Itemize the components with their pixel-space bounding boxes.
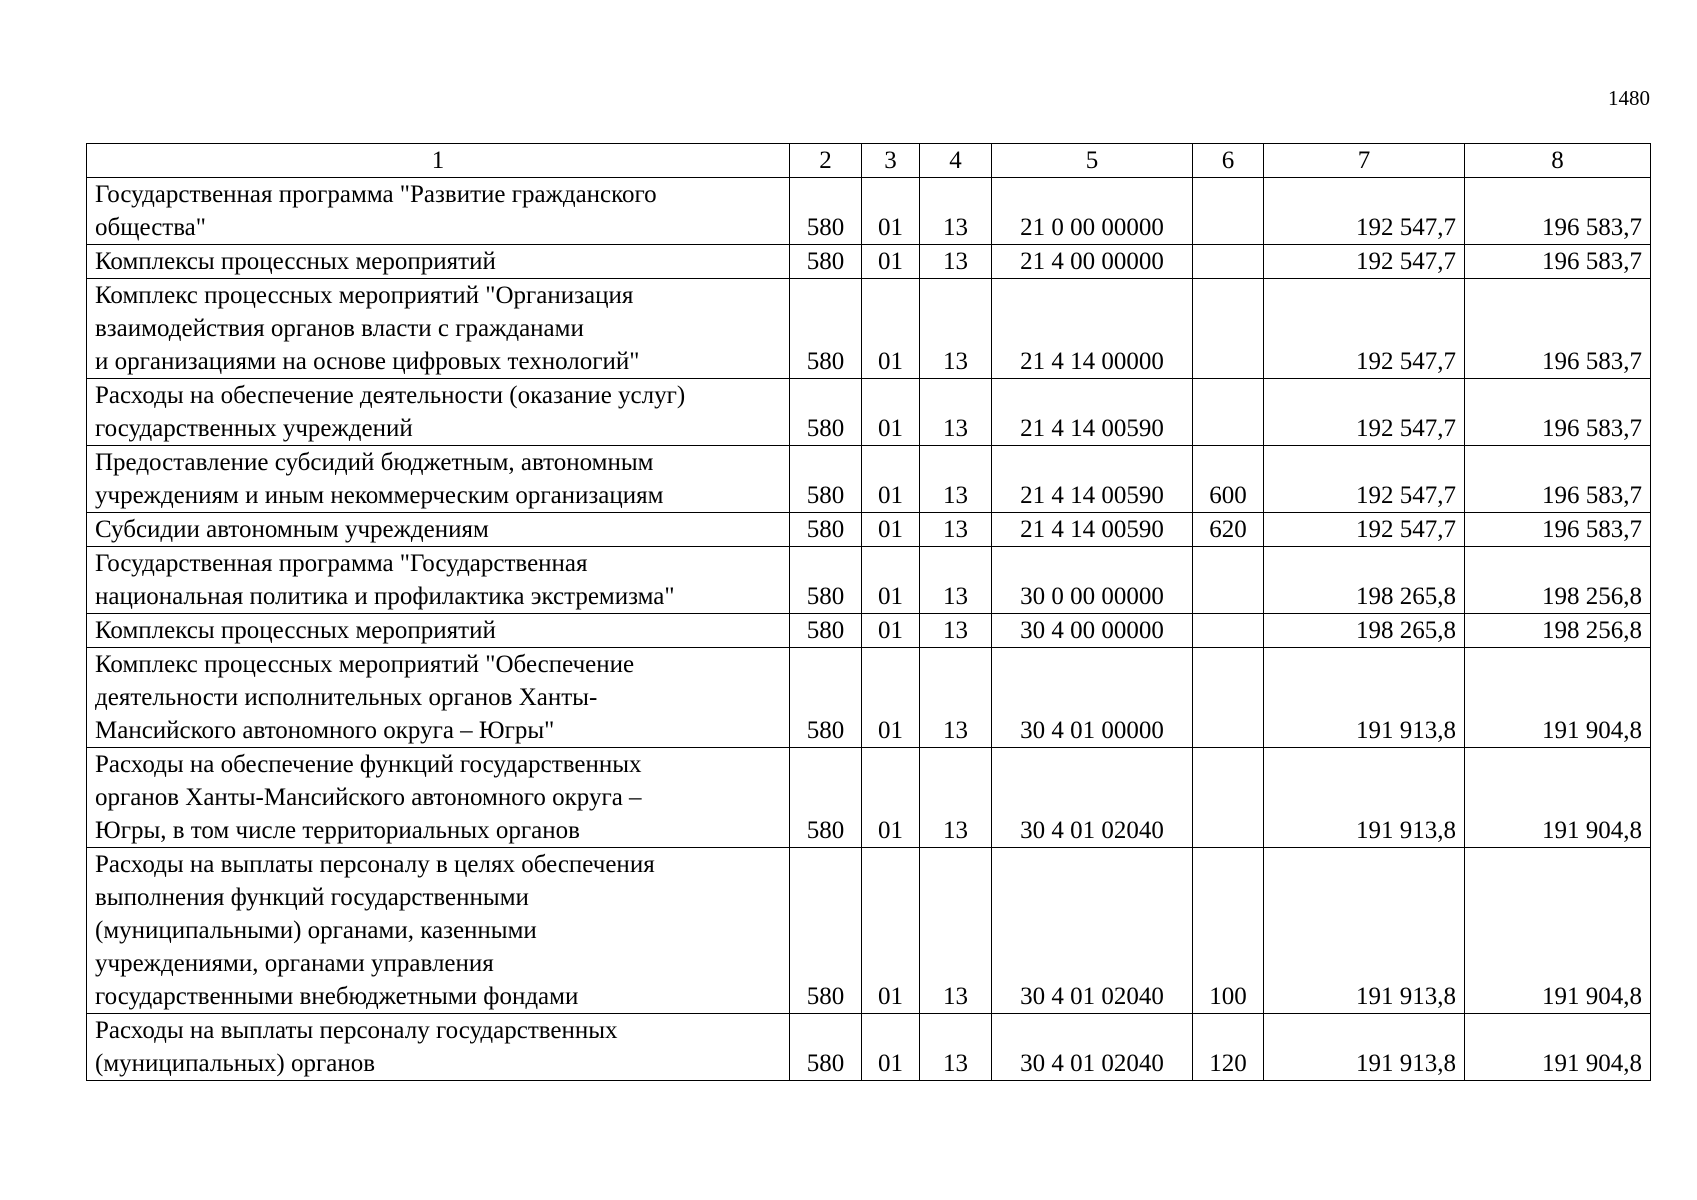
row-name-line: государственных учреждений bbox=[95, 415, 413, 442]
subsection-code-cell: 13 bbox=[920, 446, 992, 513]
section-code-cell: 01 bbox=[862, 513, 920, 547]
table-row bbox=[87, 1014, 1651, 1081]
table-row bbox=[87, 446, 1651, 513]
section-code-cell: 01 bbox=[862, 1014, 920, 1081]
column-header: 6 bbox=[1193, 144, 1264, 178]
table-body bbox=[87, 178, 1651, 1081]
section-code-cell: 01 bbox=[862, 547, 920, 614]
row-name-line: Государственная программа "Развитие гражданского bbox=[95, 181, 657, 208]
amount-year1-cell: 191 913,8 bbox=[1264, 1014, 1465, 1081]
row-name-line: органов Ханты-Мансийского автономного округа – bbox=[95, 784, 642, 811]
column-header: 2 bbox=[790, 144, 862, 178]
subsection-code-cell: 13 bbox=[920, 547, 992, 614]
section-code-cell: 01 bbox=[862, 648, 920, 748]
subsection-code-cell: 13 bbox=[920, 1014, 992, 1081]
row-name-line: Расходы на выплаты персоналу в целях обеспечения bbox=[95, 851, 655, 878]
admin-code-cell: 580 bbox=[790, 513, 862, 547]
row-name-cell bbox=[87, 178, 790, 245]
row-name-cell bbox=[87, 446, 790, 513]
expense-type-cell: 620 bbox=[1193, 513, 1264, 547]
table-row bbox=[87, 614, 1651, 648]
row-name-line: национальная политика и профилактика экстремизма" bbox=[95, 583, 675, 610]
amount-year2-cell: 196 583,7 bbox=[1465, 178, 1651, 245]
target-article-cell: 21 4 14 00590 bbox=[992, 446, 1193, 513]
admin-code-cell: 580 bbox=[790, 245, 862, 279]
amount-year1-cell: 192 547,7 bbox=[1264, 245, 1465, 279]
amount-year2-cell: 191 904,8 bbox=[1465, 848, 1651, 1014]
amount-year2-cell: 198 256,8 bbox=[1465, 547, 1651, 614]
admin-code-cell: 580 bbox=[790, 648, 862, 748]
target-article-cell: 30 4 00 00000 bbox=[992, 614, 1193, 648]
table-row bbox=[87, 245, 1651, 279]
row-name-line: деятельности исполнительных органов Ханты- bbox=[95, 684, 598, 711]
table-row bbox=[87, 379, 1651, 446]
row-name-line: и организациями на основе цифровых технологий" bbox=[95, 348, 640, 375]
target-article-cell: 30 4 01 02040 bbox=[992, 748, 1193, 848]
column-header: 1 bbox=[87, 144, 790, 178]
admin-code-cell: 580 bbox=[790, 1014, 862, 1081]
row-name-line: Расходы на обеспечение деятельности (оказание услуг) bbox=[95, 382, 686, 409]
section-code-cell: 01 bbox=[862, 446, 920, 513]
section-code-cell: 01 bbox=[862, 748, 920, 848]
table-row bbox=[87, 279, 1651, 379]
expense-type-cell: 120 bbox=[1193, 1014, 1264, 1081]
section-code-cell: 01 bbox=[862, 379, 920, 446]
expense-type-cell bbox=[1193, 547, 1264, 614]
expense-type-cell bbox=[1193, 748, 1264, 848]
target-article-cell: 30 4 01 02040 bbox=[992, 848, 1193, 1014]
row-name-cell bbox=[87, 279, 790, 379]
target-article-cell: 21 4 00 00000 bbox=[992, 245, 1193, 279]
row-name-cell bbox=[87, 379, 790, 446]
admin-code-cell: 580 bbox=[790, 614, 862, 648]
subsection-code-cell: 13 bbox=[920, 279, 992, 379]
row-name-line: Югры, в том числе территориальных органов bbox=[95, 817, 580, 844]
amount-year2-cell: 196 583,7 bbox=[1465, 513, 1651, 547]
target-article-cell: 30 4 01 02040 bbox=[992, 1014, 1193, 1081]
row-name-cell bbox=[87, 648, 790, 748]
row-name-line: (муниципальными) органами, казенными bbox=[95, 917, 537, 944]
expense-type-cell bbox=[1193, 279, 1264, 379]
row-name-line: взаимодействия органов власти с гражданами bbox=[95, 315, 584, 342]
target-article-cell: 30 0 00 00000 bbox=[992, 547, 1193, 614]
row-name-line: Расходы на обеспечение функций государственных bbox=[95, 751, 642, 778]
target-article-cell: 21 4 14 00000 bbox=[992, 279, 1193, 379]
row-name-cell bbox=[87, 848, 790, 1014]
section-code-cell: 01 bbox=[862, 178, 920, 245]
subsection-code-cell: 13 bbox=[920, 178, 992, 245]
amount-year1-cell: 191 913,8 bbox=[1264, 748, 1465, 848]
subsection-code-cell: 13 bbox=[920, 614, 992, 648]
page-number: 1480 bbox=[1608, 86, 1650, 110]
row-name-line: учреждениям и иным некоммерческим организациям bbox=[95, 482, 664, 509]
amount-year2-cell: 198 256,8 bbox=[1465, 614, 1651, 648]
amount-year1-cell: 192 547,7 bbox=[1264, 178, 1465, 245]
row-name-line: Мансийского автономного округа – Югры" bbox=[95, 717, 555, 744]
row-name-line: Субсидии автономным учреждениям bbox=[95, 516, 489, 543]
table-row bbox=[87, 648, 1651, 748]
amount-year2-cell: 191 904,8 bbox=[1465, 1014, 1651, 1081]
column-header: 5 bbox=[992, 144, 1193, 178]
table-row bbox=[87, 547, 1651, 614]
amount-year2-cell: 196 583,7 bbox=[1465, 245, 1651, 279]
table-row bbox=[87, 748, 1651, 848]
admin-code-cell: 580 bbox=[790, 848, 862, 1014]
section-code-cell: 01 bbox=[862, 245, 920, 279]
subsection-code-cell: 13 bbox=[920, 848, 992, 1014]
row-name-cell bbox=[87, 245, 790, 279]
row-name-line: Комплексы процессных мероприятий bbox=[95, 617, 496, 644]
amount-year1-cell: 192 547,7 bbox=[1264, 513, 1465, 547]
amount-year1-cell: 192 547,7 bbox=[1264, 279, 1465, 379]
amount-year2-cell: 196 583,7 bbox=[1465, 379, 1651, 446]
section-code-cell: 01 bbox=[862, 614, 920, 648]
row-name-line: государственными внебюджетными фондами bbox=[95, 983, 579, 1010]
expense-type-cell: 100 bbox=[1193, 848, 1264, 1014]
section-code-cell: 01 bbox=[862, 279, 920, 379]
target-article-cell: 21 4 14 00590 bbox=[992, 379, 1193, 446]
column-header: 8 bbox=[1465, 144, 1651, 178]
amount-year2-cell: 191 904,8 bbox=[1465, 748, 1651, 848]
admin-code-cell: 580 bbox=[790, 748, 862, 848]
amount-year1-cell: 198 265,8 bbox=[1264, 547, 1465, 614]
table-row bbox=[87, 178, 1651, 245]
subsection-code-cell: 13 bbox=[920, 648, 992, 748]
row-name-line: Комплексы процессных мероприятий bbox=[95, 248, 496, 275]
amount-year2-cell: 196 583,7 bbox=[1465, 446, 1651, 513]
expense-type-cell bbox=[1193, 245, 1264, 279]
amount-year2-cell: 191 904,8 bbox=[1465, 648, 1651, 748]
row-name-cell bbox=[87, 547, 790, 614]
expense-type-cell bbox=[1193, 648, 1264, 748]
expense-type-cell bbox=[1193, 178, 1264, 245]
section-code-cell: 01 bbox=[862, 848, 920, 1014]
column-header: 7 bbox=[1264, 144, 1465, 178]
amount-year1-cell: 191 913,8 bbox=[1264, 648, 1465, 748]
budget-table bbox=[86, 143, 1651, 1081]
row-name-line: общества" bbox=[95, 214, 206, 241]
subsection-code-cell: 13 bbox=[920, 379, 992, 446]
admin-code-cell: 580 bbox=[790, 547, 862, 614]
subsection-code-cell: 13 bbox=[920, 245, 992, 279]
row-name-line: учреждениями, органами управления bbox=[95, 950, 494, 977]
amount-year1-cell: 192 547,7 bbox=[1264, 379, 1465, 446]
table-header bbox=[87, 144, 1651, 178]
column-header: 4 bbox=[920, 144, 992, 178]
subsection-code-cell: 13 bbox=[920, 748, 992, 848]
target-article-cell: 30 4 01 00000 bbox=[992, 648, 1193, 748]
table-row bbox=[87, 513, 1651, 547]
row-name-line: Комплекс процессных мероприятий "Обеспечение bbox=[95, 651, 635, 678]
row-name-line: Государственная программа "Государственная bbox=[95, 550, 588, 577]
row-name-line: Предоставление субсидий бюджетным, автономным bbox=[95, 449, 654, 476]
amount-year1-cell: 191 913,8 bbox=[1264, 848, 1465, 1014]
table-row bbox=[87, 848, 1651, 1014]
admin-code-cell: 580 bbox=[790, 446, 862, 513]
row-name-line: (муниципальных) органов bbox=[95, 1050, 376, 1077]
expense-type-cell bbox=[1193, 379, 1264, 446]
target-article-cell: 21 4 14 00590 bbox=[992, 513, 1193, 547]
header-row bbox=[87, 144, 1651, 178]
amount-year1-cell: 192 547,7 bbox=[1264, 446, 1465, 513]
row-name-cell bbox=[87, 1014, 790, 1081]
target-article-cell: 21 0 00 00000 bbox=[992, 178, 1193, 245]
row-name-cell bbox=[87, 748, 790, 848]
row-name-line: выполнения функций государственными bbox=[95, 884, 529, 911]
subsection-code-cell: 13 bbox=[920, 513, 992, 547]
admin-code-cell: 580 bbox=[790, 178, 862, 245]
row-name-line: Расходы на выплаты персоналу государственных bbox=[95, 1017, 618, 1044]
expense-type-cell: 600 bbox=[1193, 446, 1264, 513]
amount-year2-cell: 196 583,7 bbox=[1465, 279, 1651, 379]
row-name-cell bbox=[87, 614, 790, 648]
expense-type-cell bbox=[1193, 614, 1264, 648]
row-name-cell bbox=[87, 513, 790, 547]
admin-code-cell: 580 bbox=[790, 279, 862, 379]
column-header: 3 bbox=[862, 144, 920, 178]
row-name-line: Комплекс процессных мероприятий "Организация bbox=[95, 282, 634, 309]
admin-code-cell: 580 bbox=[790, 379, 862, 446]
amount-year1-cell: 198 265,8 bbox=[1264, 614, 1465, 648]
